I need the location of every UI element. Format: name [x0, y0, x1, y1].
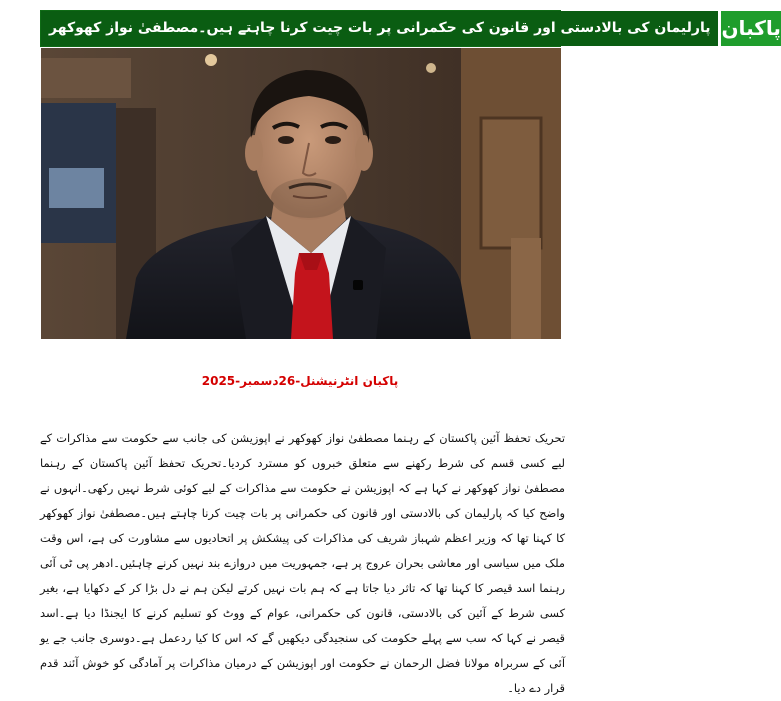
news-header-banner: [40, 10, 781, 47]
article-photo: [41, 48, 561, 339]
article-body: تحریک تحفظ آئین پاکستان کے رہنما مصطفیٰ نواز کھوکھر نے اپوزیشن کی جانب سے حکومت سے مذاکرات کے لیے کسی قسم کی شرط رکھنے سے متعلق خبروں کو مسترد کردیا۔تحریک تحفظ آئین پاکستان کے رہنما مصطفیٰ نواز کھوکھر نے کہا ہے کہ اپوزیشن نے حکومت سے مذاکرات کے لیے کوئی شرط نہیں رکھی۔انہوں نے واضح کیا کہ پارلیمان کی بالادستی اور قانون کی حکمرانی پر بات چیت کرنا چاہتے ہیں۔مصطفیٰ نواز کھوکھر کا کہنا تھا کہ وزیر اعظم شہباز شریف کی مذاکرات کی پیشکش پر اتحادیوں سے مشاورت کی ہے، اس وقت ملک میں سیاسی اور معاشی بحران عروج پر ہے، جمہوریت میں دروازے بند نہیں کرنے چاہئیں۔ادھر پی ٹی آئی رہنما اسد قیصر کا کہنا تھا کہ تاثر دیا جاتا ہے کہ ہم بات نہیں کرتے لیکن ہم نے دل بڑا کر کے دکھایا ہے، بغیر کسی شرط کے آئین کی بالادستی، قانون کی حکمرانی، عوام کے ووٹ کو تسلیم کرنے کا ایجنڈا دیا ہے۔اسد قیصر نے کہا کہ سب سے پہلے حکومت کی سنجیدگی دیکھیں گے کہ اس کا کیا ردعمل ہے۔دوسری جانب جے یو آئی کے سربراہ مولانا فضل الرحمان نے حکومت اور اپوزیشن کے درمیان مذاکرات پر آمادگی کو خوش آئند قدم قرار دے دیا۔: [40, 431, 565, 695]
portrait-photo-icon: [41, 48, 561, 339]
lapel-mic: [353, 280, 363, 290]
article-byline: پاکبان انٹرنیشنل-26دسمبر-2025: [201, 374, 399, 388]
brand-logo[interactable]: پاکبان: [718, 11, 780, 46]
headline-text: پارلیمان کی بالادستی اور قانون کی حکمرانی پر بات چیت کرنا چاہتے ہیں۔مصطفیٰ نواز کھوکھر: [41, 11, 718, 46]
